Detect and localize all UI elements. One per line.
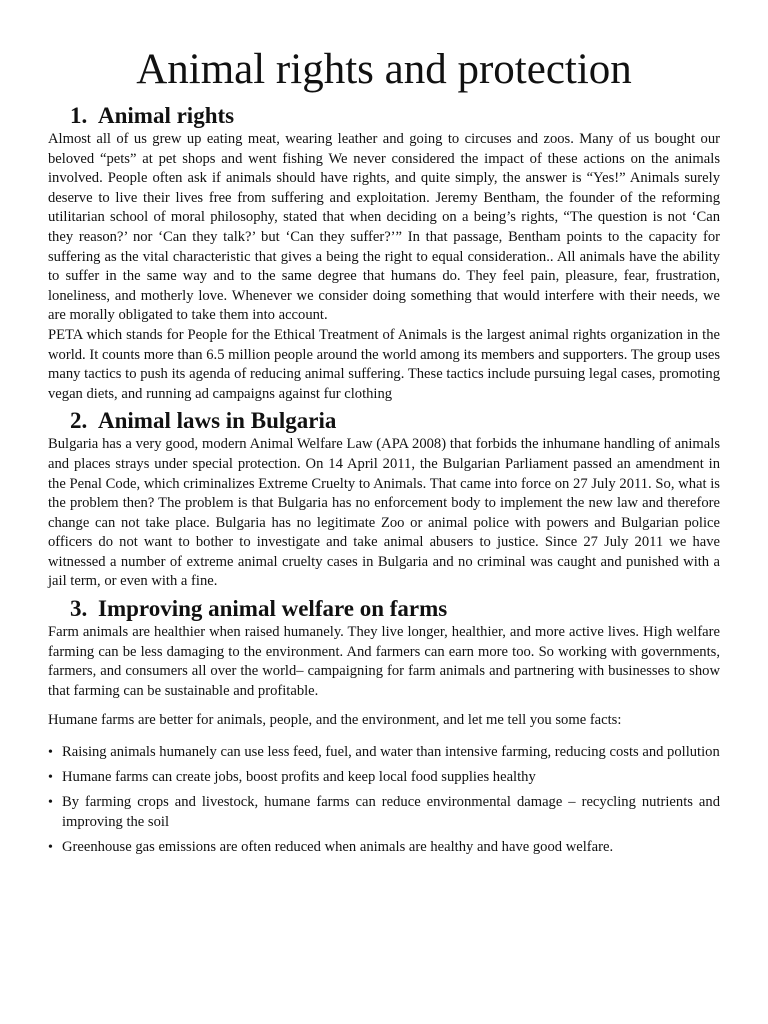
list-item-text: Greenhouse gas emissions are often reduced when animals are healthy and have good welfare. [62,838,614,855]
bullet-icon: • [48,795,53,811]
paragraph: Humane farms are better for animals, people, and the environment, and let me tell you some facts: [48,712,622,729]
section-title: Improving animal welfare on farms [98,596,448,622]
section-heading-improving-welfare [48,595,720,623]
bullet-icon: • [48,839,53,855]
section-number: 2. [70,408,88,434]
section-heading-animal-laws-bulgaria [48,407,720,435]
section-number: 1. [70,103,88,128]
section-title: Animal rights [98,103,235,128]
bullet-icon: • [48,770,53,786]
paragraph: Almost all of us grew up eating meat, wearing leather and going to circuses and zoos. Many of us bought our beloved “pets” at pet shops and went fishing We never considered the impact of these actions on the animals involved. People often ask if animals should have rights, and quite simply, the answer is “Yes!” Animals surely deserve to live their lives free from suffering and exploitation. Jeremy Bentham, the founder of the reforming utilitarian school of moral philosophy, stated that when deciding on a being’s rights, “The question is not ‘Can they reason?’ nor ‘Can they talk?’ but ‘Can they suffer?’” In that passage, Bentham points to the capacity for suffering as the vital characteristic that gives a being the right to equal consideration.. All animals have the ability to suffer in the same way and to the same degree that humans do. They feel pain, pleasure, fear, frustration, loneliness, and motherly love. Whenever we consider doing something that would interfere with their needs, we are morally obligated to take them into account. [48,131,720,324]
paragraph: Bulgaria has a very good, modern Animal Welfare Law (APA 2008) that forbids the inhumane handling of animals and places strays under special protection. On 14 April 2011, the Bulgarian Parliament passed an amendment in the Penal Code, which criminalizes Extreme Cruelty to Animals. That came into force on 27 July 2011. So, what is the problem then? The problem is that Bulgaria has no enforcement body to implement the new law and therefore change can not take place. Bulgaria has no legitimate Zoo or animal police with powers and Bulgarian police officers do not want to bother to investigate and take animal abusers to justice. Since 27 July 2011 we have witnessed a number of extreme animal cruelty cases in Bulgaria and no criminal was caught and punished with a jail term, or even with a fine. [48,436,720,590]
list-item [48,768,720,788]
section-number: 3. [70,596,88,622]
list-item-text: Raising animals humanely can use less feed, fuel, and water than intensive farming, reducing costs and pollution [62,744,720,761]
list-item [48,838,720,858]
list-item-text: Humane farms can create jobs, boost profits and keep local food supplies healthy [62,769,536,786]
bullet-icon: • [48,745,53,761]
paragraph: PETA which stands for People for the Ethical Treatment of Animals is the largest animal rights organization in the world. It counts more than 6.5 million people around the world among its members and supporters. The group uses many tactics to push its agenda of reducing animal suffering. These tactics include pursuing legal cases, promoting vegan diets, and running ad campaigns against fur clothing [48,326,720,402]
list-item-text: By farming crops and livestock, humane farms can reduce environmental damage – recycling nutrients and improving the soil [62,794,720,830]
page-title: Animal rights and protection [136,46,632,93]
list-item [48,793,720,832]
facts-list [48,743,720,857]
list-item [48,743,720,763]
section-title: Animal laws in Bulgaria [98,408,337,434]
paragraph: Farm animals are healthier when raised humanely. They live longer, healthier, and more active lives. High welfare farming can be less damaging to the environment. And farmers can earn more too. So working with governments, farmers, and consumers all over the world– campaigning for farm animals and partnering with businesses to show that farming can be sustainable and profitable. [48,624,720,699]
section-heading-animal-rights [48,102,720,130]
